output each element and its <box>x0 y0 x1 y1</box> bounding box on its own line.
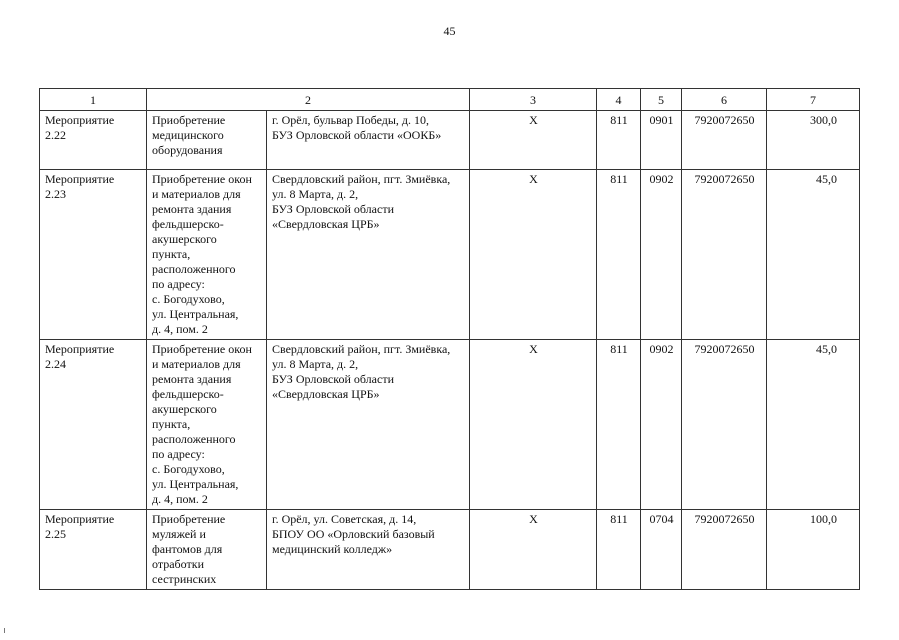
col7-cell: 45,0 <box>767 340 860 510</box>
col4-cell: 811 <box>597 170 641 340</box>
col7-cell: 300,0 <box>767 111 860 170</box>
description-cell: Приобретение муляжей и фантомов для отработки сестринских <box>147 510 267 590</box>
col5-cell: 0901 <box>641 111 682 170</box>
header-col-2: 2 <box>147 89 470 111</box>
address-cell: г. Орёл, бульвар Победы, д. 10, БУЗ Орловской области «ООКБ» <box>267 111 470 170</box>
col3-cell: X <box>470 111 597 170</box>
col5-cell: 0704 <box>641 510 682 590</box>
measure-cell: Мероприятие 2.25 <box>40 510 147 590</box>
col7-cell: 100,0 <box>767 510 860 590</box>
col7-cell: 45,0 <box>767 170 860 340</box>
address-cell: Свердловский район, пгт. Змиёвка, ул. 8 Марта, д. 2, БУЗ Орловской области «Свердловская ЦРБ» <box>267 340 470 510</box>
header-row <box>40 89 860 111</box>
col6-cell: 7920072650 <box>682 510 767 590</box>
header-col-7: 7 <box>767 89 860 111</box>
measure-cell: Мероприятие 2.22 <box>40 111 147 170</box>
col3-cell: X <box>470 170 597 340</box>
description-cell: Приобретение окон и материалов для ремонта здания фельдшерско- акушерского пункта, расположенного по адресу: с. Богодухово, ул. Центральная, д. 4, пом. 2 <box>147 340 267 510</box>
scan-mark <box>4 628 5 633</box>
col6-cell: 7920072650 <box>682 111 767 170</box>
address-cell: г. Орёл, ул. Советская, д. 14, БПОУ ОО «Орловский базовый медицинский колледж» <box>267 510 470 590</box>
header-col-6: 6 <box>682 89 767 111</box>
header-col-1: 1 <box>40 89 147 111</box>
address-cell: Свердловский район, пгт. Змиёвка, ул. 8 Марта, д. 2, БУЗ Орловской области «Свердловская ЦРБ» <box>267 170 470 340</box>
col3-cell: X <box>470 510 597 590</box>
page-number: 45 <box>443 24 456 38</box>
header-col-3: 3 <box>470 89 597 111</box>
col4-cell: 811 <box>597 340 641 510</box>
table-row <box>40 340 860 510</box>
table-row <box>40 510 860 590</box>
table-row <box>40 111 860 170</box>
col3-cell: X <box>470 340 597 510</box>
measure-cell: Мероприятие 2.24 <box>40 340 147 510</box>
budget-table <box>39 88 860 590</box>
col5-cell: 0902 <box>641 170 682 340</box>
col4-cell: 811 <box>597 510 641 590</box>
col4-cell: 811 <box>597 111 641 170</box>
col6-cell: 7920072650 <box>682 340 767 510</box>
table-row <box>40 170 860 340</box>
header-col-5: 5 <box>641 89 682 111</box>
header-col-4: 4 <box>597 89 641 111</box>
col5-cell: 0902 <box>641 340 682 510</box>
description-cell: Приобретение окон и материалов для ремонта здания фельдшерско- акушерского пункта, расположенного по адресу: с. Богодухово, ул. Центральная, д. 4, пом. 2 <box>147 170 267 340</box>
description-cell: Приобретение медицинского оборудования <box>147 111 267 170</box>
measure-cell: Мероприятие 2.23 <box>40 170 147 340</box>
col6-cell: 7920072650 <box>682 170 767 340</box>
